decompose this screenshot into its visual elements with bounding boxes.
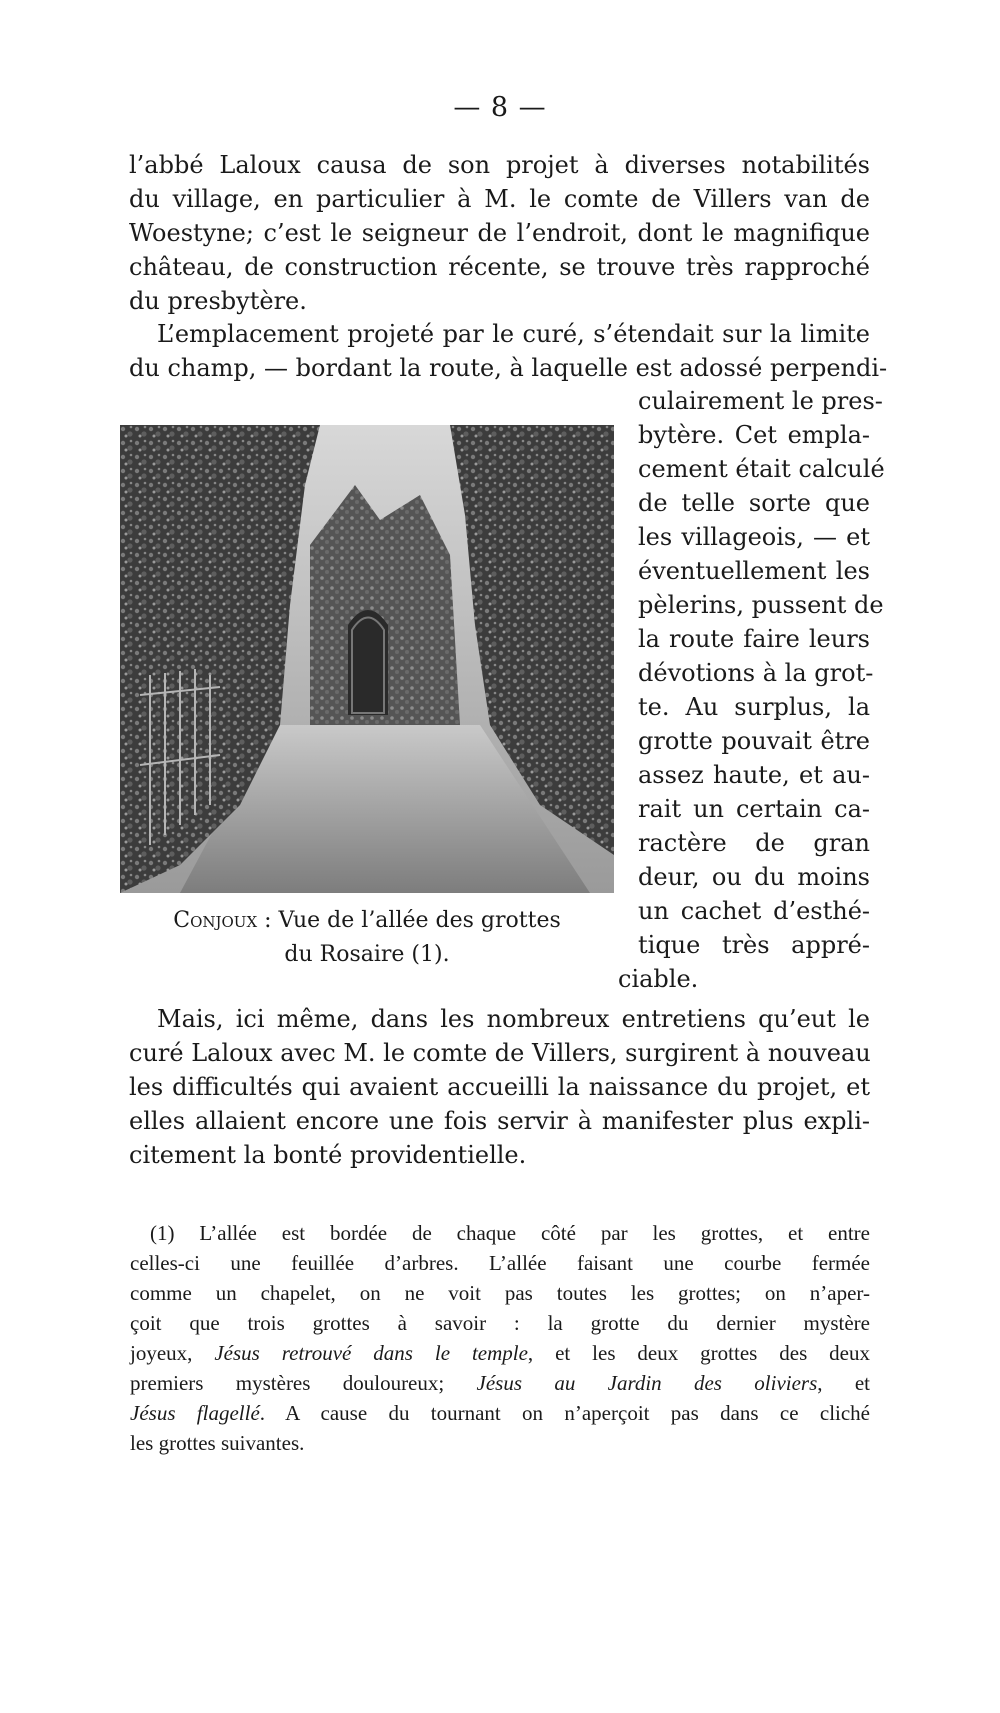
footnote-line: celles-ci une feuillée d’arbres. L’allée faisant une courbe fermée: [130, 1251, 870, 1275]
footnote-text: . A cause du tournant on n’aperçoit pas dans ce cliché: [259, 1401, 870, 1425]
text-line: du champ, — bordant la route, à laquelle est adossé perpendi-: [129, 354, 888, 382]
text-line: Mais, ici même, dans les nombreux entretiens qu’eut le: [157, 1005, 870, 1033]
text-line: la route faire leurs: [638, 625, 870, 653]
text-line: du presbytère.: [129, 287, 307, 315]
text-line: ciable.: [618, 965, 699, 993]
text-line: L’emplacement projeté par le curé, s’étendait sur la limite: [157, 320, 870, 348]
text-line: pèlerins, pussent de: [638, 591, 884, 619]
text-line: cement était calculé: [638, 455, 885, 483]
photo-caption-line2: du Rosaire (1).: [284, 942, 450, 967]
text-line: tique très appré-: [638, 931, 870, 959]
footnote-italic: Jésus retrouvé dans le temple: [214, 1341, 528, 1365]
footnote-italic: Jésus au Jardin des oliviers: [476, 1371, 818, 1395]
footnote-line: (1) L’allée est bordée de chaque côté par les grottes, et entre: [150, 1221, 870, 1245]
photograph-allee-grottes: [120, 425, 614, 893]
caption-place: Conjoux: [173, 908, 258, 933]
text-line: curé Laloux avec M. le comte de Villers, surgirent à nouveau: [129, 1039, 871, 1067]
text-line: les difficultés qui avaient accueilli la naissance du projet, et: [129, 1073, 870, 1101]
text-line: te. Au surplus, la: [638, 693, 870, 721]
footnote-italic: Jésus flagellé: [130, 1401, 260, 1425]
text-line: citement la bonté providentielle.: [129, 1141, 527, 1169]
text-line: un cachet d’esthé-: [638, 897, 870, 925]
text-line: dévotions à la grot-: [638, 659, 874, 687]
photo-caption-line1: [120, 905, 614, 937]
text-line: Woestyne; c’est le seigneur de l’endroit, dont le magnifique: [129, 219, 870, 247]
footnote-line: [130, 1368, 870, 1398]
footnote-line: comme un chapelet, on ne voit pas toutes les grottes; on n’aper-: [130, 1281, 870, 1305]
caption-text: : Vue de l’allée des grottes: [257, 908, 561, 933]
text-line: assez haute, et au-: [638, 761, 870, 789]
footnote-text: joyeux,: [130, 1341, 215, 1365]
footnote-line: les grottes suivantes.: [130, 1431, 305, 1455]
text-line: culairement le pres-: [638, 387, 883, 415]
text-line: elles allaient encore une fois servir à manifester plus expli-: [129, 1107, 870, 1135]
footnote-text: , et les deux grottes des deux: [527, 1341, 871, 1365]
footnote-line: çoit que trois grottes à savoir : la grotte du dernier mystère: [130, 1311, 870, 1335]
text-line: rait un certain ca-: [638, 795, 870, 823]
footnote-text: , et: [817, 1371, 870, 1395]
footnote-line: [130, 1338, 870, 1368]
text-line: du village, en particulier à M. le comte de Villers van de: [129, 185, 870, 213]
text-line: l’abbé Laloux causa de son projet à diverses notabilités: [129, 151, 870, 179]
text-line: grotte pouvait être: [638, 727, 870, 755]
text-line: éventuellement les: [638, 557, 870, 585]
text-line: les villageois, — et: [638, 523, 870, 551]
text-line: château, de construction récente, se trouve très rapproché: [129, 253, 870, 281]
page-number: — 8 —: [453, 92, 547, 123]
text-line: bytère. Cet empla-: [638, 421, 870, 449]
text-line: ractère de gran: [638, 829, 870, 857]
text-line: deur, ou du moins: [638, 863, 870, 891]
footnote-line: [130, 1398, 870, 1428]
text-line: de telle sorte que: [638, 489, 870, 517]
footnote-text: premiers mystères douloureux;: [130, 1371, 477, 1395]
